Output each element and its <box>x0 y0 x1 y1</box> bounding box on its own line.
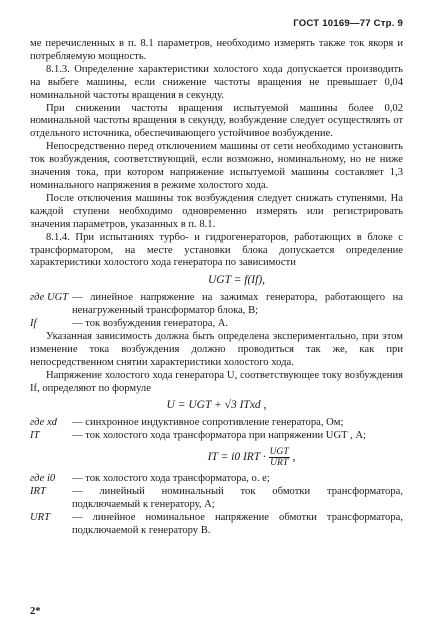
definition-list <box>30 292 403 331</box>
fraction-denominator: URT <box>270 458 289 469</box>
definition-list <box>30 417 403 443</box>
definition-item <box>30 417 403 430</box>
document-body <box>30 38 403 538</box>
paragraph: Напряжение холостого хода генератора U, соответствующее току возбуждения If, определяют по формуле <box>30 369 403 394</box>
definition-text: — ток возбуждения генератора, А. <box>72 318 229 330</box>
definition-text: — линейный номинальный ток обмотки трансформатора, подключаемый к генератору, А; <box>72 486 403 510</box>
page-header: ГОСТ 10169—77 Стр. 9 <box>293 18 403 29</box>
definition-text: — ток холостого хода трансформатора, о. е; <box>72 473 270 485</box>
definition-term: где UGT <box>30 292 69 304</box>
paragraph: При снижении частоты вращения испытуемой машины более 0,02 номинальной частоты вращения в секунду, возбуждение следует осуществлять от отдельного источника, обеспечивающего устойчивое возбуждение. <box>30 102 403 140</box>
paragraph: 8.1.3. Определение характеристики холостого хода допускается производить на выбеге машины, если снижение частоты вращения не превышает 0,04 номинальной частоты вращения в секунду. <box>30 63 403 101</box>
definition-term: If <box>30 318 37 330</box>
fraction-numerator: UGT <box>269 447 289 458</box>
paragraph: 8.1.4. При испытаниях турбо- и гидрогенераторов, работающих в блоке с трансформатором, на месте установки блока допускается определение характеристики холостого хода генератора по зависимости <box>30 231 403 269</box>
paragraph: Непосредственно перед отключением машины от сети необходимо установить ток возбуждения, соответствующий, если возможно, номинальному, но не ниже значения тока, при котором напряжение испытуемой машины составляет 1,3 номинального напряжения в режиме холостого хода. <box>30 141 403 191</box>
definition-list <box>30 473 403 538</box>
formula: U = UGT + √3 ITxd , <box>166 399 267 412</box>
definition-term: IT <box>30 430 40 442</box>
definition-text: — синхронное индуктивное сопротивление генератора, Ом; <box>72 417 344 429</box>
paragraph: После отключения машины ток возбуждения следует снижать ступенями. На каждой ступени необходимо одновременно измерять или регистрировать значения параметров, указанных в п. 8.1. <box>30 192 403 230</box>
definition-item <box>30 486 403 512</box>
definition-term: где xd <box>30 417 57 429</box>
definition-term: где i0 <box>30 473 56 485</box>
definition-text: — линейное напряжение на зажимах генератора, работающего на ненагруженный трансформатор блока, В; <box>72 292 403 317</box>
definition-item <box>30 473 403 486</box>
formula-left: IT = i0 IRT · <box>207 451 266 464</box>
definition-item <box>30 512 403 538</box>
formula-end: , <box>292 451 296 464</box>
formula <box>100 447 403 468</box>
definition-text: — линейное номинальное напряжение обмотки трансформатора, подключаемой к генератору В. <box>72 511 403 536</box>
formula: UGT = f(If), <box>207 274 266 287</box>
definition-text: — ток холостого хода трансформатора при напряжении UGT , А; <box>72 430 366 442</box>
paragraph: ме перечисленных в п. 8.1 параметров, необходимо измерять также ток якоря и потребляемую мощность. <box>30 38 403 62</box>
definition-item <box>30 318 403 331</box>
definition-term: IRT <box>30 486 46 498</box>
paragraph: Указанная зависимость должна быть определена экспериментально, при этом изменение тока возбуждения должно проводиться так же, как при непосредственном снятии характеристики холостого хода. <box>30 330 403 368</box>
page-footer: 2* <box>30 606 41 617</box>
definition-item <box>30 292 403 318</box>
definition-term: URT <box>30 511 51 523</box>
definition-item <box>30 430 403 443</box>
fraction <box>269 447 290 468</box>
